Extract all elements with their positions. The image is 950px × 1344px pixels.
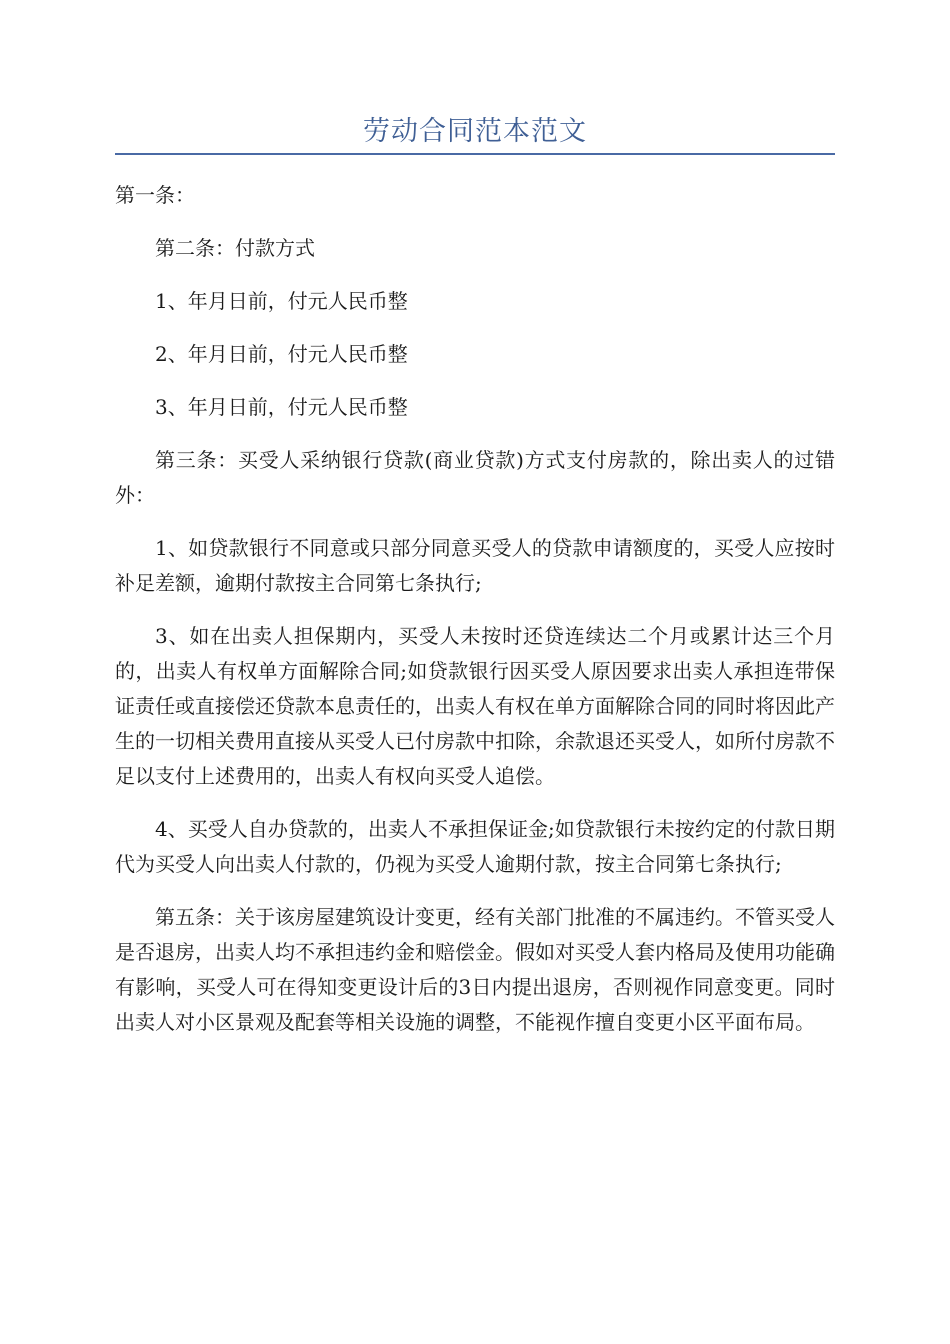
paragraph: 1、如贷款银行不同意或只部分同意买受人的贷款申请额度的，买受人应按时补足差额，逾期付款按主合同第七条执行; — [115, 536, 835, 595]
paragraph: 第二条：付款方式 — [155, 236, 315, 260]
paragraph: 第一条： — [115, 183, 195, 207]
paragraph: 第三条：买受人采纳银行贷款(商业贷款)方式支付房款的，除出卖人的过错外： — [115, 448, 835, 507]
paragraph: 2、年月日前，付元人民币整 — [155, 342, 408, 366]
paragraph: 3、如在出卖人担保期内，买受人未按时还贷连续达二个月或累计达三个月的，出卖人有权单方面解除合同;如贷款银行因买受人原因要求出卖人承担连带保证责任或直接偿还贷款本息责任的，出卖人有权在单方面解除合同的同时将因此产生的一切相关费用直接从买受人已付房款中扣除，余款退还买受人，如所付房款不足以支付上述费用的，出卖人有权向买受人追偿。 — [115, 624, 835, 788]
document-title: 劳动合同范本范文 — [363, 116, 587, 147]
paragraph: 1、年月日前，付元人民币整 — [155, 289, 408, 313]
paragraph: 3、年月日前，付元人民币整 — [155, 395, 408, 419]
document-body — [115, 178, 835, 1058]
paragraph: 第五条：关于该房屋建筑设计变更，经有关部门批准的不属违约。不管买受人是否退房，出卖人均不承担违约金和赔偿金。假如对买受人套内格局及使用功能确有影响，买受人可在得知变更设计后的3日内提出退房，否则视作同意变更。同时出卖人对小区景观及配套等相关设施的调整，不能视作擅自变更小区平面布局。 — [115, 905, 835, 1034]
title-underline — [115, 153, 835, 155]
paragraph: 4、买受人自办贷款的，出卖人不承担保证金;如贷款银行未按约定的付款日期代为买受人向出卖人付款的，仍视为买受人逾期付款，按主合同第七条执行; — [115, 817, 835, 876]
